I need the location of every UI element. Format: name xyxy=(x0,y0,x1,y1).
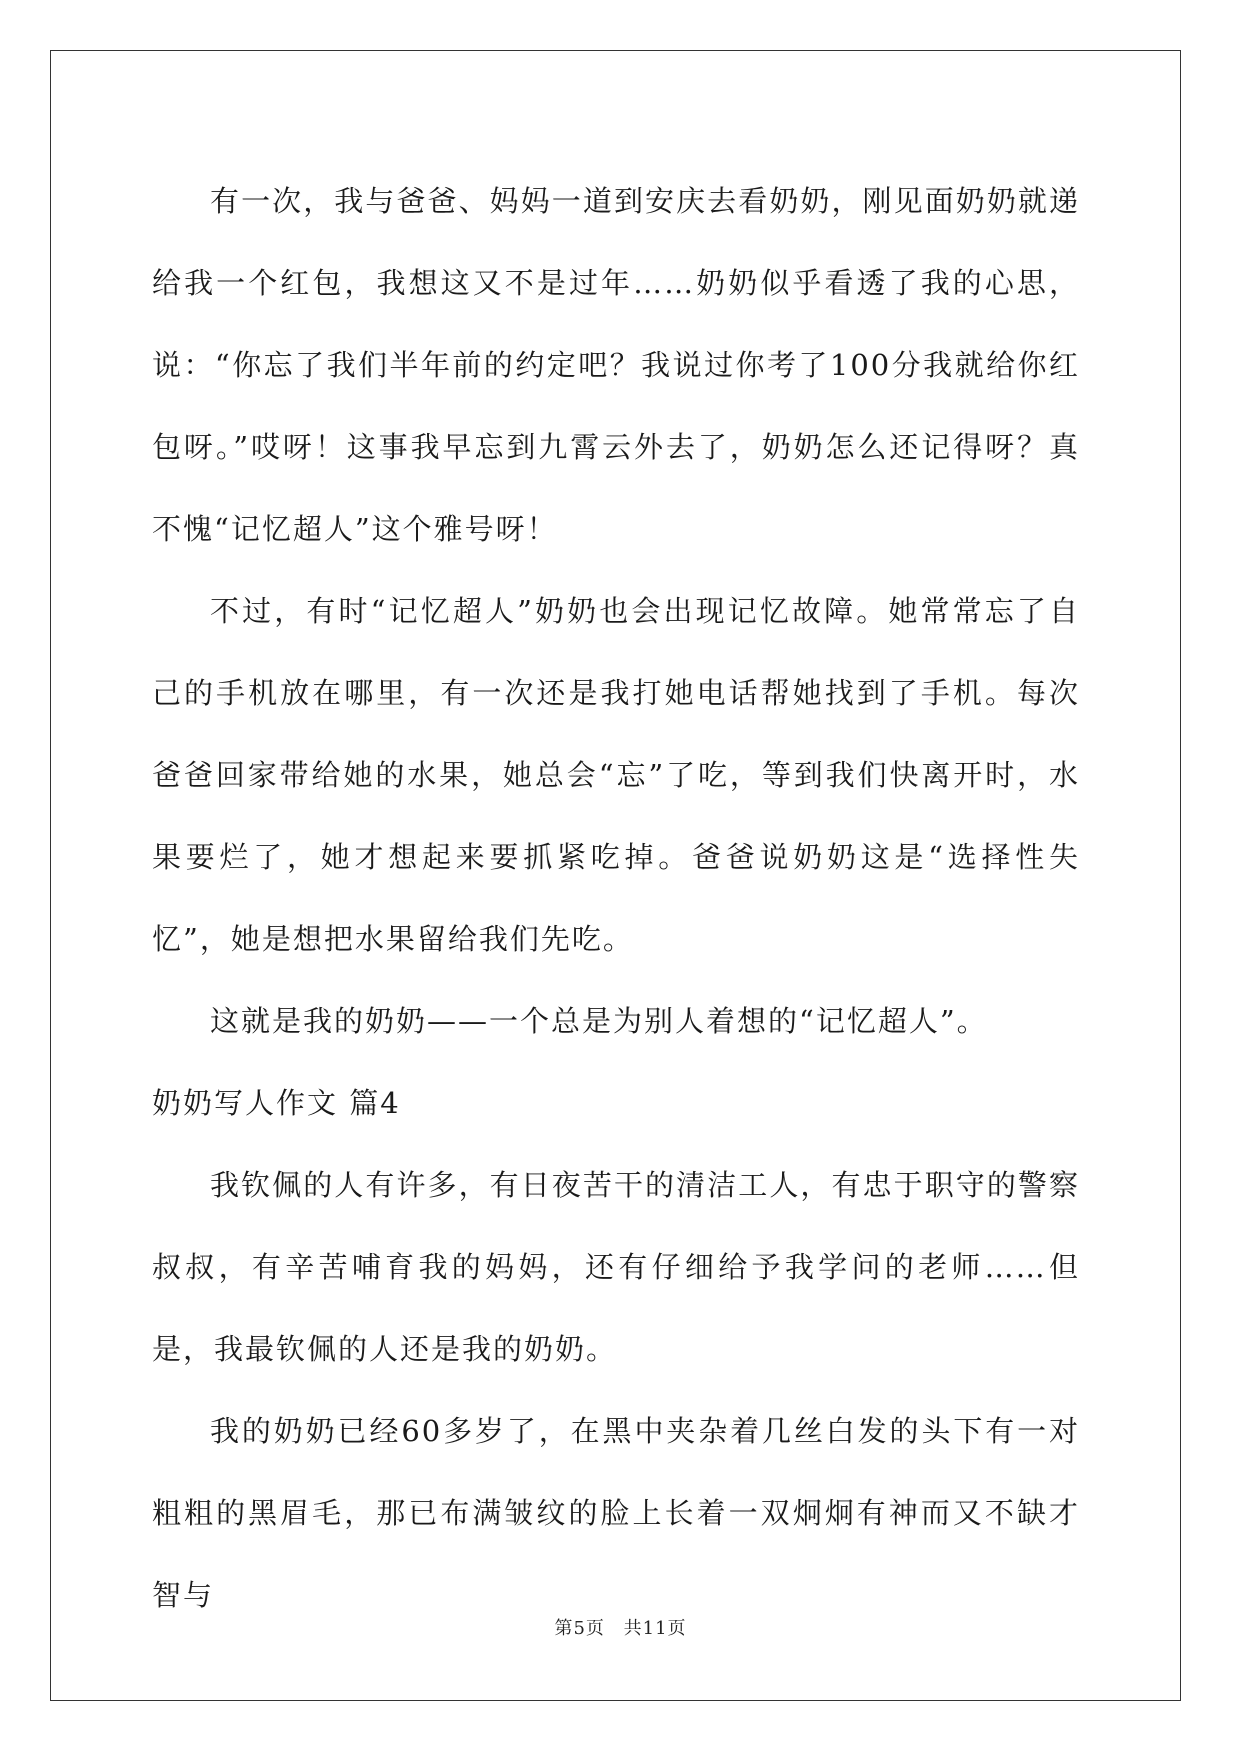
paragraph: 我钦佩的人有许多，有日夜苦干的清洁工人，有忠于职守的警察叔叔，有辛苦哺育我的妈妈，还有仔细给予我学问的老师……但是，我最钦佩的人还是我的奶奶。 xyxy=(152,1168,1080,1366)
paragraph: 我的奶奶已经60多岁了，在黑中夹杂着几丝白发的头下有一对粗粗的黑眉毛，那已布满皱纹的脸上长着一双炯炯有神而又不缺才智与 xyxy=(152,1414,1080,1612)
page-number: 第5页 xyxy=(554,1618,605,1639)
document-body xyxy=(152,160,1080,1636)
page-total: 共11页 xyxy=(623,1618,687,1639)
section-heading: 奶奶写人作文 篇4 xyxy=(152,1086,401,1120)
page-footer xyxy=(0,1614,1241,1640)
paragraph: 有一次，我与爸爸、妈妈一道到安庆去看奶奶，刚见面奶奶就递给我一个红包，我想这又不是过年……奶奶似乎看透了我的心思，说：“你忘了我们半年前的约定吧？我说过你考了100分我就给你红包呀。”哎呀！这事我早忘到九霄云外去了，奶奶怎么还记得呀？真不愧“记忆超人”这个雅号呀！ xyxy=(152,184,1080,546)
paragraph: 这就是我的奶奶——一个总是为别人着想的“记忆超人”。 xyxy=(210,1004,988,1038)
paragraph: 不过，有时“记忆超人”奶奶也会出现记忆故障。她常常忘了自己的手机放在哪里，有一次还是我打她电话帮她找到了手机。每次爸爸回家带给她的水果，她总会“忘”了吃，等到我们快离开时，水果要烂了，她才想起来要抓紧吃掉。爸爸说奶奶这是“选择性失忆”，她是想把水果留给我们先吃。 xyxy=(152,594,1080,956)
